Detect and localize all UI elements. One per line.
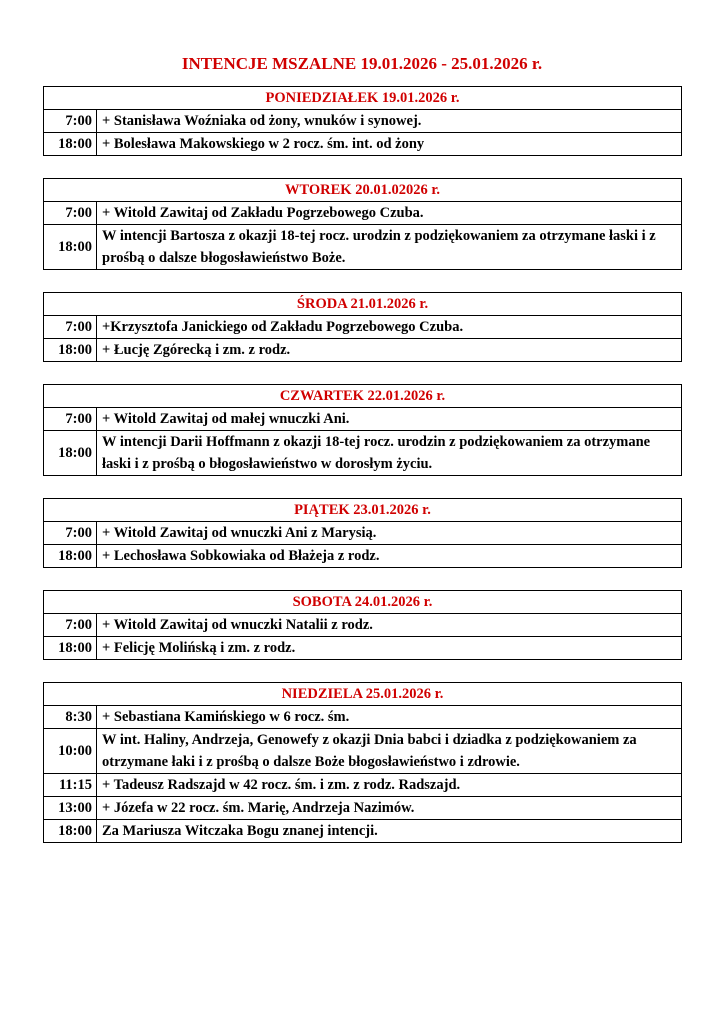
mass-intention: + Witold Zawitaj od małej wnuczki Ani. [97, 408, 682, 431]
mass-time: 18:00 [44, 637, 97, 660]
table-row [44, 820, 682, 843]
day-header: PONIEDZIAŁEK 19.01.2026 r. [44, 87, 682, 110]
day-table-thursday [43, 384, 682, 476]
mass-time: 18:00 [44, 133, 97, 156]
day-table-wednesday [43, 292, 682, 362]
page-title: INTENCJE MSZALNE 19.01.2026 - 25.01.2026 r. [181, 54, 543, 73]
table-row [44, 431, 682, 476]
mass-intention: + Lechosława Sobkowiaka od Błażeja z rodz. [97, 545, 682, 568]
day-table-monday [43, 86, 682, 156]
mass-intention: + Tadeusz Radszajd w 42 rocz. śm. i zm. z rodz. Radszajd. [97, 774, 682, 797]
day-header: CZWARTEK 22.01.2026 r. [44, 385, 682, 408]
mass-time: 10:00 [44, 729, 97, 774]
mass-time: 11:15 [44, 774, 97, 797]
mass-time: 8:30 [44, 706, 97, 729]
mass-intention: + Witold Zawitaj od wnuczki Natalii z rodz. [97, 614, 682, 637]
table-row [44, 797, 682, 820]
mass-time: 7:00 [44, 202, 97, 225]
mass-intention: W intencji Darii Hoffmann z okazji 18-tej rocz. urodzin z podziękowaniem za otrzymane łaski i z prośbą o błogosławieństwo w dorosłym życiu. [97, 431, 682, 476]
day-table-saturday [43, 590, 682, 660]
mass-time: 18:00 [44, 225, 97, 270]
day-header: ŚRODA 21.01.2026 r. [44, 293, 682, 316]
table-row [44, 316, 682, 339]
table-row [44, 614, 682, 637]
mass-intention: +Krzysztofa Janickiego od Zakładu Pogrzebowego Czuba. [97, 316, 682, 339]
mass-time: 7:00 [44, 408, 97, 431]
mass-intention: W int. Haliny, Andrzeja, Genowefy z okazji Dnia babci i dziadka z podziękowaniem za otrzymane łaki i z prośbą o dalsze Boże błogosławieństwo i zdrowie. [97, 729, 682, 774]
mass-time: 7:00 [44, 614, 97, 637]
day-header: WTOREK 20.01.02026 r. [44, 179, 682, 202]
mass-intention: + Łucję Zgórecką i zm. z rodz. [97, 339, 682, 362]
mass-intention: + Sebastiana Kamińskiego w 6 rocz. śm. [97, 706, 682, 729]
mass-intention: + Witold Zawitaj od Zakładu Pogrzebowego Czuba. [97, 202, 682, 225]
mass-intention: W intencji Bartosza z okazji 18-tej rocz. urodzin z podziękowaniem za otrzymane łaski i z prośbą o dalsze błogosławieństwo Boże. [97, 225, 682, 270]
mass-time: 13:00 [44, 797, 97, 820]
mass-time: 18:00 [44, 431, 97, 476]
table-row [44, 774, 682, 797]
table-row [44, 706, 682, 729]
mass-intention: + Witold Zawitaj od wnuczki Ani z Marysią. [97, 522, 682, 545]
day-header: PIĄTEK 23.01.2026 r. [44, 499, 682, 522]
mass-intention: Za Mariusza Witczaka Bogu znanej intencji. [97, 820, 682, 843]
table-row [44, 202, 682, 225]
mass-time: 18:00 [44, 545, 97, 568]
table-row [44, 339, 682, 362]
mass-time: 18:00 [44, 820, 97, 843]
day-table-tuesday [43, 178, 682, 270]
mass-intention: + Bolesława Makowskiego w 2 rocz. śm. int. od żony [97, 133, 682, 156]
mass-time: 18:00 [44, 339, 97, 362]
mass-time: 7:00 [44, 110, 97, 133]
day-header: SOBOTA 24.01.2026 r. [44, 591, 682, 614]
mass-intention: + Felicję Molińską i zm. z rodz. [97, 637, 682, 660]
table-row [44, 110, 682, 133]
day-table-friday [43, 498, 682, 568]
mass-intention: + Stanisława Woźniaka od żony, wnuków i synowej. [97, 110, 682, 133]
table-row [44, 637, 682, 660]
mass-time: 7:00 [44, 522, 97, 545]
day-header: NIEDZIELA 25.01.2026 r. [44, 683, 682, 706]
mass-time: 7:00 [44, 316, 97, 339]
table-row [44, 729, 682, 774]
schedule [43, 86, 682, 865]
table-row [44, 408, 682, 431]
mass-intention: + Józefa w 22 rocz. śm. Marię, Andrzeja Nazimów. [97, 797, 682, 820]
table-row [44, 133, 682, 156]
day-table-sunday [43, 682, 682, 843]
table-row [44, 522, 682, 545]
table-row [44, 225, 682, 270]
table-row [44, 545, 682, 568]
